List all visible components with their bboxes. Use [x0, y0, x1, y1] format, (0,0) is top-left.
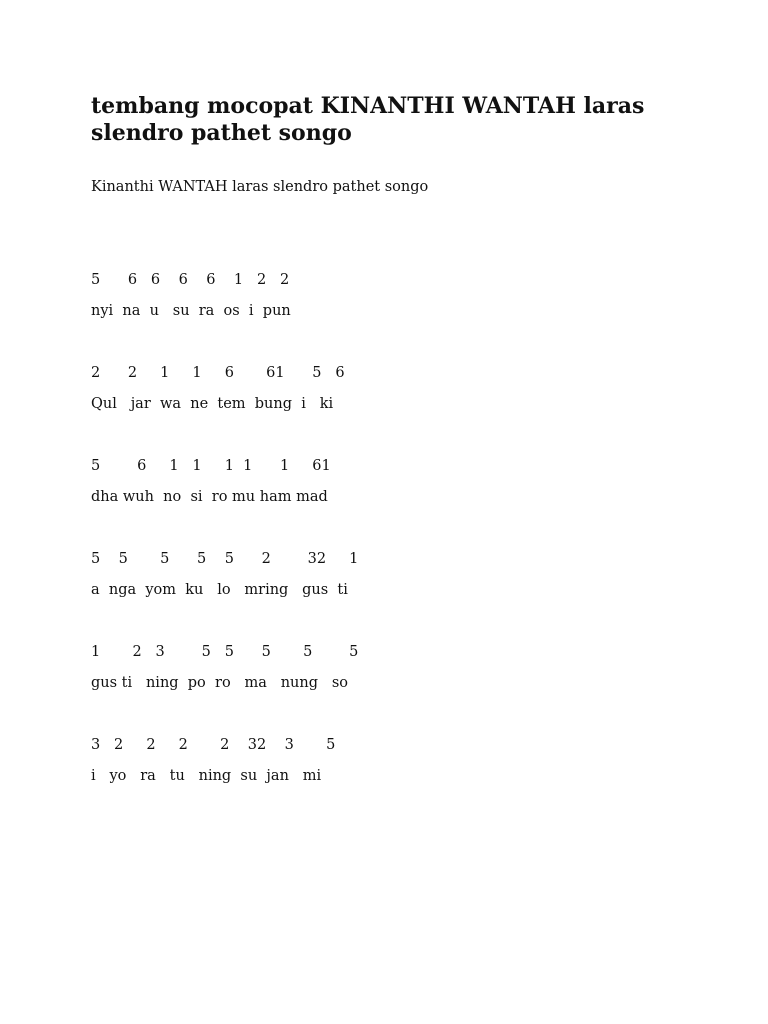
- page-title: tembang mocopat KINANTHI WANTAH laras slendro pathet songo: [91, 93, 645, 146]
- verse-5-notation: 1 2 3 5 5 5 5 5: [91, 644, 359, 660]
- verse-1-lyrics: nyi na u su ra os i pun: [91, 303, 291, 319]
- verse-6-notation: 3 2 2 2 2 32 3 5: [91, 737, 336, 753]
- verse-3-lyrics: dha wuh no si ro mu ham mad: [91, 489, 328, 505]
- page-subtitle: Kinanthi WANTAH laras slendro pathet songo: [91, 179, 429, 195]
- verse-3-notation: 5 6 1 1 1 1 1 61: [91, 458, 331, 474]
- verse-2-notation: 2 2 1 1 6 61 5 6: [91, 365, 345, 381]
- verse-4-lyrics: a nga yom ku lo mring gus ti: [91, 582, 348, 598]
- verse-5-lyrics: gus ti ning po ro ma nung so: [91, 675, 349, 691]
- verse-4-notation: 5 5 5 5 5 2 32 1: [91, 551, 359, 567]
- verse-6-lyrics: i yo ra tu ning su jan mi: [91, 768, 322, 784]
- verse-1-notation: 5 6 6 6 6 1 2 2: [91, 272, 290, 288]
- verse-2-lyrics: Qul jar wa ne tem bung i ki: [91, 396, 334, 412]
